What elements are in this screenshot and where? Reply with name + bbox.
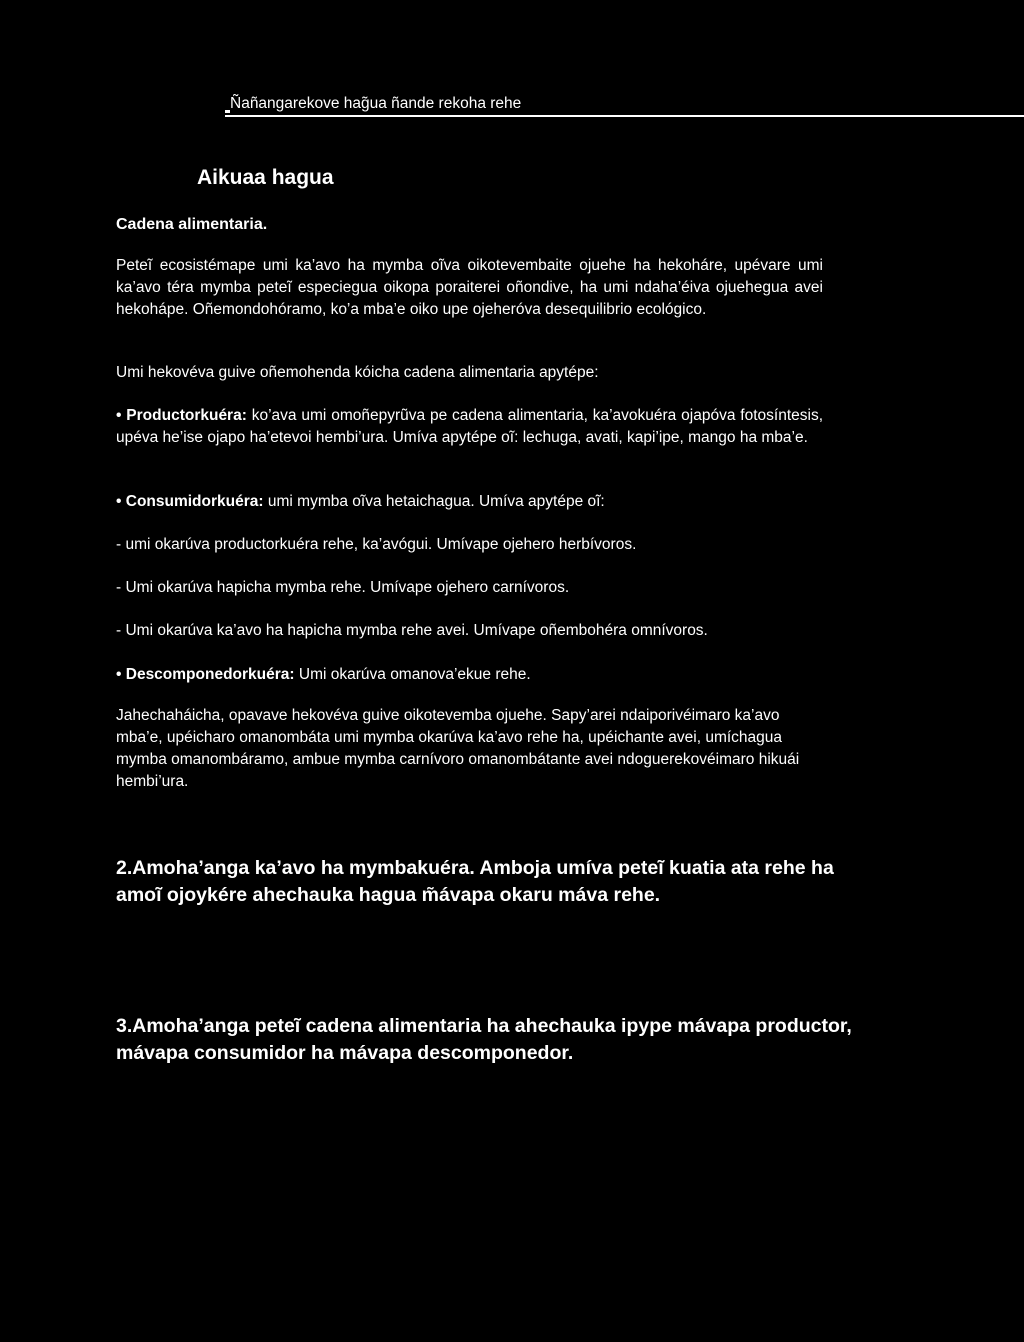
section-title: Aikuaa hagua [197, 166, 334, 189]
consumer-type-carnivores: - Umi okarúva hapicha mymba rehe. Umívape ojehero carnívoros. [116, 579, 570, 596]
producers-text: ko’ava umi omoñepyrũva pe cadena alimentaria, ka’avokuéra ojapóva fotosíntesis, upéva he’ise ojapo ha’etevoi hembi’ura. Umíva apytépe oĩ: lechuga, avati, kapi’ipe, mango ha mba’e. [116, 407, 824, 446]
header-rule [225, 115, 1024, 117]
decomposers-bullet [116, 664, 823, 686]
consumer-type-herbivores: - umi okarúva productorkuéra rehe, ka’avógui. Umívape ojehero herbívoros. [116, 536, 637, 553]
bullet-marker: • [116, 407, 122, 424]
page-header [225, 94, 1024, 118]
header-title: Ñañangarekove hag̃ua ñande rekoha rehe [230, 95, 522, 112]
consumers-text: umi mymba oĩva hetaichagua. Umíva apytépe oĩ: [263, 493, 605, 510]
decomposers-term: Descomponedorkuéra: [125, 666, 295, 683]
consumer-type-omnivores: - Umi okarúva ka’avo ha hapicha mymba rehe avei. Umívape oñembohéra omnívoros. [116, 622, 708, 639]
subsection-title: Cadena alimentaria. [116, 216, 268, 233]
consumers-term: Consumidorkuéra: [125, 493, 264, 510]
intro-paragraph: Peteĩ ecosistémape umi ka’avo ha mymba oĩva oikotevembaite ojuehe ha hekoháre, upévare umi ka’avo téra mymba peteĩ especiegua oikopa poraiterei oñondive, ha umi ndaha’éiva ojuehegua avei hekohápe. Oñemondohóramo, ko’a mba’e oiko upe ojeheróva desequilibrio ecológico. [116, 257, 823, 318]
bullet-marker: • [116, 666, 122, 683]
question-2: 2.Amoha’anga ka’avo ha mymbakuéra. Amboja umíva peteĩ kuatia ata rehe ha amoĩ ojoykére ahechauka hagua m̃ávapa okaru máva rehe. [116, 857, 834, 906]
producers-term: Productorkuéra: [126, 407, 247, 424]
closing-paragraph: Jahechaháicha, opavave hekovéva guive oikotevemba ojuehe. Sapy’arei ndaiporivéimaro ka’avo mba’e, upéicharo omanombáta umi mymba okarúva ka’avo rehe ha, upéichante avei, umíchagua mymba omanombáramo, ambue mymba carnívoro omanombátante avei ndoguerekovéimaro hikuái hembi’ura. [116, 707, 800, 790]
bullet-marker: • [116, 493, 122, 510]
lead-paragraph: Umi hekovéva guive oñemohenda kóicha cadena alimentaria apytépe: [116, 364, 599, 381]
question-3: 3.Amoha’anga peteĩ cadena alimentaria ha ahechauka ipype mávapa productor, mávapa consumidor ha mávapa descomponedor. [116, 1015, 852, 1064]
producers-bullet [116, 405, 823, 449]
consumers-bullet [116, 491, 823, 513]
decomposers-text: Umi okarúva omanova’ekue rehe. [294, 666, 531, 683]
